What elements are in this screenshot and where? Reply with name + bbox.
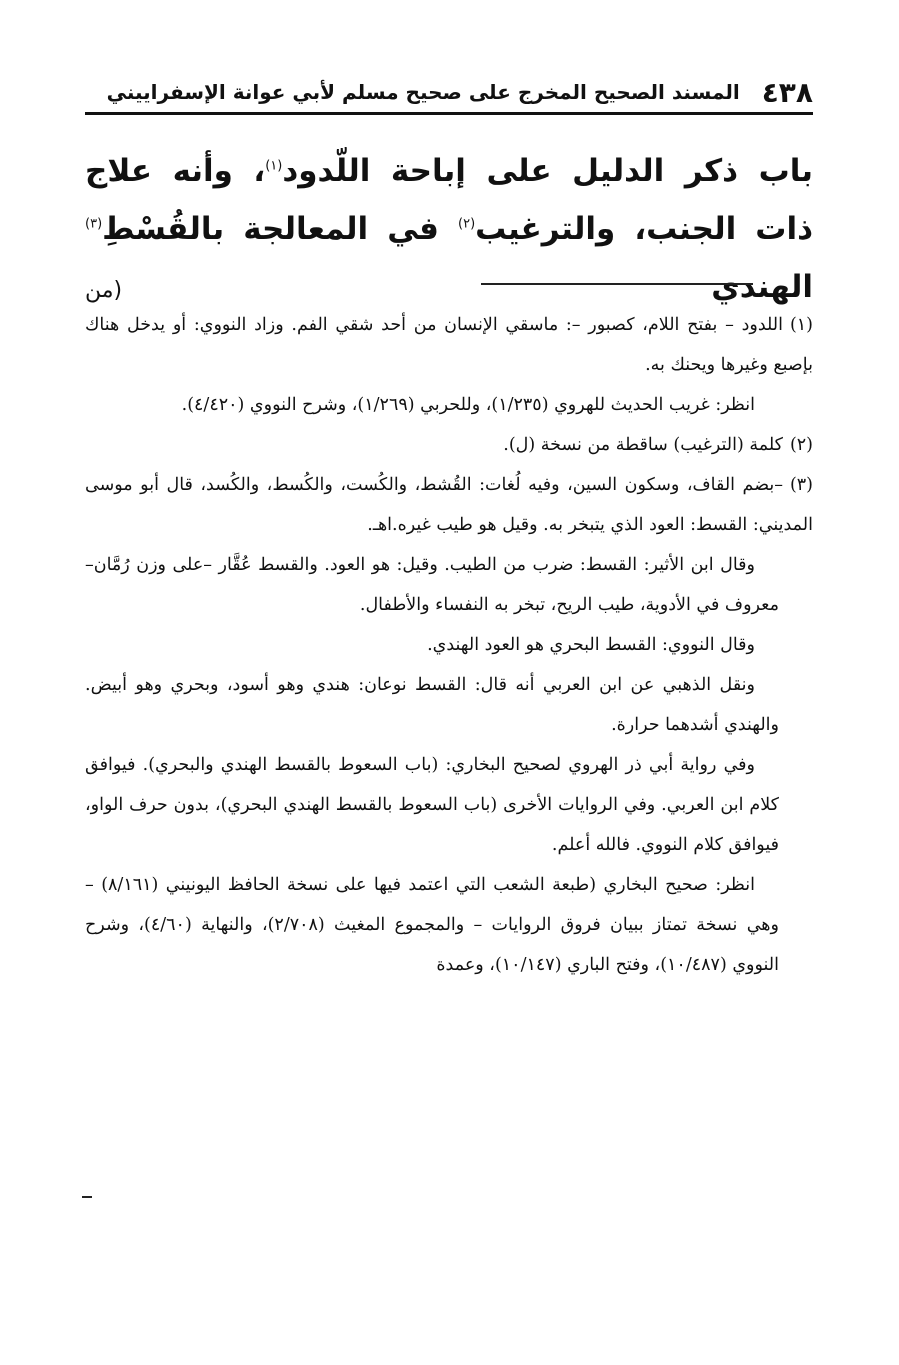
footnote-ref-2: (٢): [458, 216, 476, 232]
footnote-1-text: اللدود – بفتح اللام، كصبور –: ماسقي الإنسان من أحد شقي الفم. وزاد النووي: أو يدخل هناك بإصبع وغيرها ويحنك به.: [85, 315, 813, 375]
chapter-heading-part-2: ، وأنه علاج ذات الجنب، والترغيب: [85, 153, 813, 247]
footnote-3-marker: (٣): [789, 475, 813, 495]
header-rule: [85, 112, 813, 115]
footnote-3: [85, 465, 813, 545]
footnote-ref-3: (٣): [85, 216, 103, 232]
book-title: المسند الصحيح المخرج على صحيح مسلم لأبي عوانة الإسفراييني: [106, 80, 740, 104]
continuation-dash: [82, 1196, 92, 1198]
footnote-1: [85, 305, 813, 385]
chapter-heading-part-3: في المعالجة بالقُسْطِ: [102, 211, 459, 247]
chapter-heading-part-4: الهندي: [711, 269, 813, 305]
footnote-3-paragraph-6: انظر: صحيح البخاري (طبعة الشعب التي اعتمد فيها على نسخة الحافظ اليونيني (٨/١٦١) – وهي نسخة تمتاز ببيان فروق الروايات – والمجموع المغيث (٢/٧٠٨)، والنهاية (٤/٦٠)، وشرح النووي (١٠/٤٨٧)، وفتح الباري (١٠/١٤٧)، وعمدة: [85, 875, 779, 975]
footnote-1-sources: انظر: غريب الحديث للهروي (١/٢٣٥)، وللحربي (١/٢٦٩)، وشرح النووي (٤/٤٢٠).: [181, 395, 755, 415]
footnote-3-paragraph-5: وفي رواية أبي ذر الهروي لصحيح البخاري: (باب السعوط بالقسط الهندي والبحري). فيوافق كلام ابن العربي. وفي الروايات الأخرى (باب السعوط بالقسط الهندي البحري)، بدون حرف الواو، فيوافق كلام النووي. فالله أعلم.: [85, 755, 779, 855]
chapter-heading-part-5: (من: [85, 278, 712, 303]
footnote-3-paragraph-4: ونقل الذهبي عن ابن العربي أنه قال: القسط نوعان: هندي وهو أسود، وبحري وهو أبيض. والهندي أشدهما حرارة.: [85, 675, 779, 735]
page-number: ٤٣٨: [761, 75, 813, 109]
footnotes: [85, 305, 813, 985]
footnote-2-text: كلمة (الترغيب) ساقطة من نسخة (ل).: [503, 435, 783, 455]
footnote-2-marker: (٢): [789, 435, 813, 455]
running-header: [85, 74, 813, 110]
footnote-separator: [481, 283, 753, 285]
footnote-1-marker: (١): [789, 315, 813, 335]
footnote-2: [85, 425, 813, 465]
chapter-heading: [85, 142, 813, 320]
footnote-3-paragraph-1: –بضم القاف، وسكون السين، وفيه لُغات: القُشط، والكُست، والكُسط، والكُسد، قال أبو موسى المديني: القسط: العود الذي يتبخر به. وقيل هو طيب غيره.اهـ.: [85, 475, 813, 535]
chapter-heading-part-1: باب ذكر الدليل على إباحة اللّدود: [282, 153, 813, 189]
footnote-3-paragraph-3: وقال النووي: القسط البحري هو العود الهندي.: [427, 635, 755, 655]
footnote-ref-1: (١): [265, 158, 283, 174]
footnote-3-paragraph-2: وقال ابن الأثير: القسط: ضرب من الطيب. وقيل: هو العود. والقسط عُقَّار –على وزن رُمَّان– معروف في الأدوية، طيب الريح، تبخر به النفساء والأطفال.: [85, 555, 779, 615]
